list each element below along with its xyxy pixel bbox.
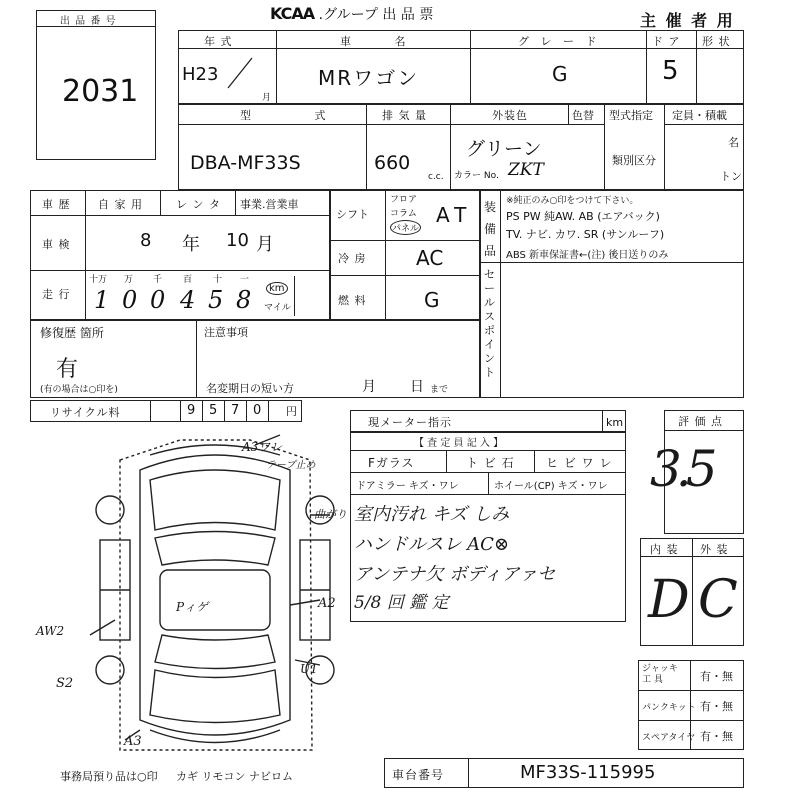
capacity-label: 定員・積載	[672, 109, 727, 122]
recycle-label: リサイクル料	[50, 406, 121, 419]
mileage-digit: 5	[208, 286, 224, 314]
remarks-label: 注意事項	[204, 326, 248, 339]
diagram-note-a3-bottom: A3	[124, 734, 142, 749]
repair-value: 有	[56, 357, 79, 382]
inspector-header: 【 査 定 員 記 入 】	[414, 438, 504, 449]
recycle-digit: 9	[187, 403, 197, 418]
tool-value: 有・無	[700, 730, 733, 743]
repair-note: (有の場合は○印を)	[40, 385, 118, 395]
shift-floor: フロア	[390, 195, 418, 205]
lot-number: 2031	[62, 74, 139, 109]
equipment-label: 装 備 品	[484, 200, 498, 258]
score-label: 評 価 点	[678, 415, 723, 428]
color-change-label: 色替	[572, 109, 594, 122]
shift-column: コラム	[390, 209, 417, 219]
equipment-row3: ABS 新車保証書←(注) 後日送りのみ	[506, 250, 669, 261]
mileage-digit-label: 千	[153, 275, 163, 285]
recycle-digit: 0	[253, 403, 263, 418]
diagram-note-a3-top: A3ワレ	[242, 440, 283, 454]
wheel-label: ホイール(CP) キズ・ワレ	[494, 481, 608, 492]
model-label: 型 式	[240, 109, 356, 122]
doors-label: ド ア	[652, 35, 681, 48]
shift-value: AT	[436, 203, 473, 227]
tool-label: パンクキット	[642, 703, 696, 713]
brand-logo: KCAA	[270, 4, 315, 23]
diagram-note-s2: S2	[56, 676, 74, 691]
meter-unit: km	[606, 416, 624, 429]
shaken-label: 車 検	[42, 238, 71, 251]
chassis-label: 車台番号	[392, 768, 445, 782]
displacement-value: 660	[374, 152, 411, 174]
chassis-number: MF33S-115995	[520, 762, 656, 783]
year-value: H23	[182, 64, 219, 85]
name-change-month: 月	[362, 379, 377, 395]
exterior-label: 外装色	[492, 109, 528, 122]
exterior-color: グリーン	[466, 138, 542, 160]
shaken-month-unit: 月	[256, 234, 274, 255]
cc-unit: c.c.	[428, 172, 444, 182]
car-diagram	[80, 430, 350, 770]
ac-label: 冷 房	[338, 252, 367, 265]
mileage-digit: 1	[94, 286, 110, 314]
class-label: 類別区分	[612, 154, 656, 167]
mileage-digit: 4	[180, 286, 196, 314]
diagram-note-a2: A2	[318, 596, 336, 611]
f-glass-label: Fガラス	[368, 456, 415, 470]
organizer-label: 主 催 者 用	[640, 11, 735, 30]
tool-label: スペアタイヤ	[642, 733, 696, 743]
diagram-note-tape: テープ止め	[266, 460, 316, 471]
office-note: 事務局預り品は○印	[60, 770, 158, 783]
month-unit: 月	[262, 93, 272, 103]
year-label: 年 式	[204, 35, 233, 48]
ton-unit: トン	[720, 170, 742, 183]
history-rental: レ ン タ	[176, 198, 221, 211]
crack-label: ヒ ビ ワ レ	[546, 456, 613, 470]
equipment-row1: PS PW 純AW. AB (エアバック)	[506, 210, 660, 223]
displacement-label: 排 気 量	[382, 109, 427, 122]
inspector-note: ハンドルスレ AC⊗	[354, 534, 510, 555]
history-business: 事業.営業車	[240, 198, 299, 211]
equipment-note: ※純正のみ○印をつけて下さい。	[506, 196, 639, 206]
meter-label: 現メーター指示	[368, 416, 452, 429]
chip-label: ト ビ 石	[466, 456, 515, 470]
recycle-digit: 5	[209, 403, 219, 418]
inspector-note: アンテナ欠 ボディアァセ	[354, 564, 556, 585]
shift-panel: パネル	[390, 220, 421, 235]
tool-value: 有・無	[700, 700, 733, 713]
ac-value: AC	[416, 246, 444, 270]
name-change-until: まで	[430, 385, 449, 395]
mileage-digit-label: 十万	[89, 275, 108, 285]
shaken-year: 8	[140, 230, 152, 251]
exterior-grade-label: 外 装	[700, 543, 729, 556]
fuel-value: G	[424, 288, 440, 312]
mileage-digit-label: 一	[240, 275, 250, 285]
mileage-mile: マイル	[264, 303, 291, 313]
year-slash	[220, 52, 260, 92]
shaken-month: 10	[226, 230, 249, 251]
tool-label: ジャッキ 工 具	[642, 664, 678, 685]
interior-label: 内 装	[650, 543, 679, 556]
repair-label: 修復歴 箇所	[40, 326, 104, 340]
history-private: 自 家 用	[98, 198, 143, 211]
body-label: 形 状	[702, 35, 731, 48]
office-items: カギ リモコン ナビロム	[176, 770, 293, 783]
car-name: MRワゴン	[318, 66, 420, 90]
name-change-label: 名変期日の短い方	[206, 382, 294, 395]
door-mirror-label: ドアミラー キズ・ワレ	[356, 481, 459, 492]
mileage-digit-label: 百	[183, 275, 193, 285]
persons-unit: 名	[728, 136, 739, 149]
type-spec-label: 型式指定	[609, 109, 653, 122]
mileage-digit-label: 万	[124, 275, 134, 285]
inspector-note: 5/8 回 鑑 定	[354, 593, 449, 613]
grade-label: グ レ ー ド	[518, 35, 601, 48]
diagram-note-aw2: AW2	[36, 624, 65, 638]
model-value: DBA-MF33S	[190, 152, 301, 174]
diagram-note-putty: Pィゲ	[176, 600, 209, 614]
tool-value: 有・無	[700, 670, 733, 683]
group-title: .グループ 出 品 票	[318, 7, 434, 23]
color-no: ZKT	[508, 160, 544, 180]
name-change-day: 日	[410, 379, 425, 395]
inspector-note: 室内汚れ キズ しみ	[354, 504, 510, 525]
grade-value: G	[552, 62, 568, 86]
mileage-digit-label: 十	[213, 275, 223, 285]
diagram-note-u1: U1	[300, 662, 318, 676]
mileage-digit: 0	[150, 286, 166, 314]
recycle-digit: 7	[231, 403, 241, 418]
mileage-km: km	[266, 282, 288, 295]
fuel-label: 燃 料	[338, 294, 367, 307]
recycle-unit: 円	[286, 405, 298, 418]
mileage-digit: 8	[236, 286, 252, 314]
mileage-label: 走 行	[42, 288, 71, 301]
mileage-digit: 0	[122, 286, 138, 314]
color-no-label: カラー No.	[454, 171, 499, 181]
doors-value: 5	[662, 56, 679, 86]
diagram-note-bend: 曲がり	[314, 508, 347, 521]
exterior-grade-value: C	[698, 570, 738, 630]
interior-value: D	[648, 570, 690, 630]
name-label: 車 名	[340, 35, 426, 48]
history-label: 車 歴	[42, 198, 71, 211]
score-value: 3.5	[650, 440, 712, 498]
header-title	[270, 4, 433, 24]
lot-number-label: 出 品 番 号	[60, 16, 117, 27]
sales-points-label: セールスポイント	[484, 268, 495, 379]
shaken-year-unit: 年	[182, 234, 200, 255]
equipment-row2: TV. ナビ. カワ. SR (サンルーフ)	[506, 228, 665, 241]
shift-label: シフト	[336, 208, 369, 221]
